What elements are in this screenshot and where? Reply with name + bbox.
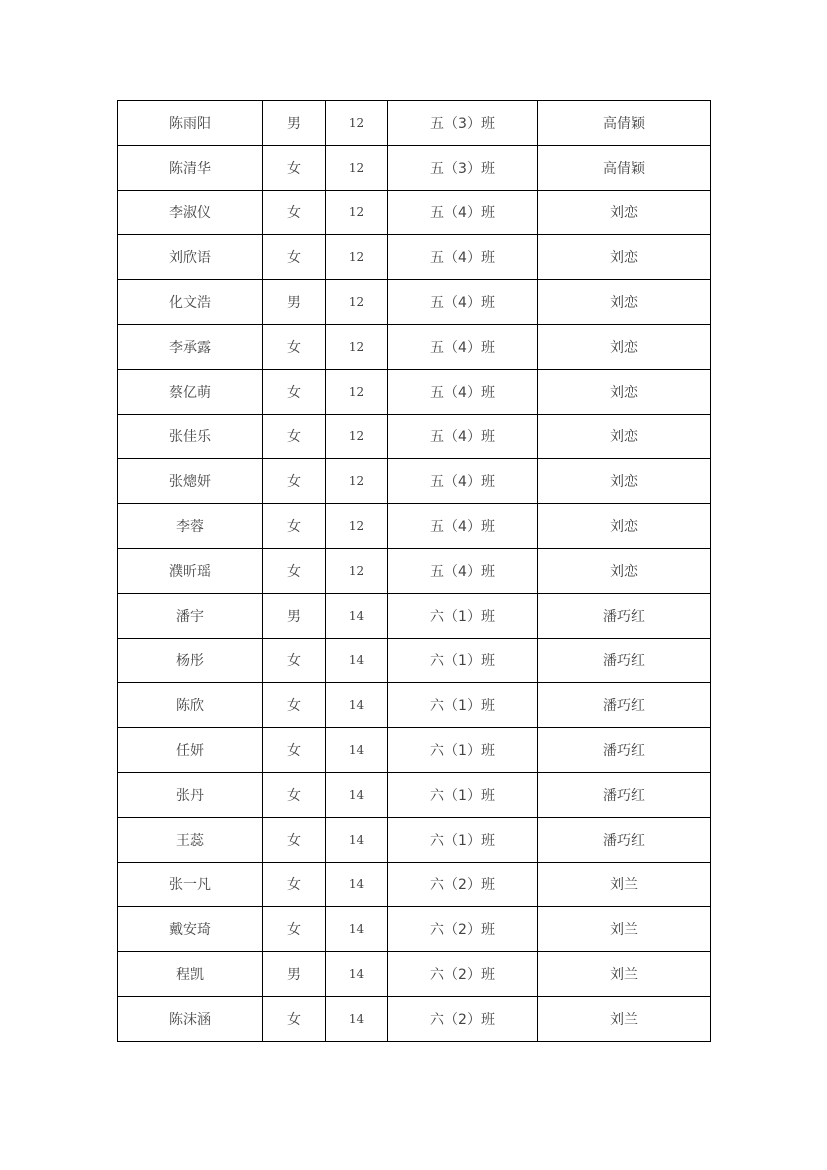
- student-name-cell: 张佳乐: [118, 414, 263, 459]
- age-cell: 14: [326, 952, 388, 997]
- age-cell: 12: [326, 145, 388, 190]
- gender-cell: 女: [263, 459, 326, 504]
- student-name-cell: 张熜妍: [118, 459, 263, 504]
- table-row: [118, 459, 711, 504]
- student-roster-table: [117, 100, 711, 1042]
- teacher-cell: 刘恋: [538, 369, 711, 414]
- gender-cell: 女: [263, 996, 326, 1041]
- class-cell: 五（4）班: [388, 369, 538, 414]
- gender-cell: 女: [263, 728, 326, 773]
- student-name-cell: 陈沫涵: [118, 996, 263, 1041]
- teacher-cell: 刘恋: [538, 504, 711, 549]
- class-cell: 五（4）班: [388, 324, 538, 369]
- class-cell: 五（4）班: [388, 414, 538, 459]
- gender-cell: 女: [263, 504, 326, 549]
- teacher-cell: 刘恋: [538, 235, 711, 280]
- student-name-cell: 李淑仪: [118, 190, 263, 235]
- gender-cell: 女: [263, 548, 326, 593]
- age-cell: 14: [326, 862, 388, 907]
- student-name-cell: 王蕊: [118, 817, 263, 862]
- age-cell: 12: [326, 459, 388, 504]
- table-row: [118, 907, 711, 952]
- age-cell: 14: [326, 907, 388, 952]
- student-name-cell: 任妍: [118, 728, 263, 773]
- table-row: [118, 145, 711, 190]
- age-cell: 12: [326, 504, 388, 549]
- student-name-cell: 张一凡: [118, 862, 263, 907]
- teacher-cell: 潘巧红: [538, 683, 711, 728]
- age-cell: 14: [326, 772, 388, 817]
- teacher-cell: 刘恋: [538, 280, 711, 325]
- age-cell: 12: [326, 414, 388, 459]
- teacher-cell: 高倩颖: [538, 101, 711, 146]
- teacher-cell: 刘兰: [538, 862, 711, 907]
- age-cell: 14: [326, 683, 388, 728]
- teacher-cell: 刘恋: [538, 459, 711, 504]
- student-name-cell: 陈雨阳: [118, 101, 263, 146]
- student-name-cell: 杨彤: [118, 638, 263, 683]
- table-row: [118, 235, 711, 280]
- teacher-cell: 高倩颖: [538, 145, 711, 190]
- class-cell: 五（4）班: [388, 280, 538, 325]
- student-name-cell: 陈欣: [118, 683, 263, 728]
- class-cell: 五（4）班: [388, 459, 538, 504]
- gender-cell: 女: [263, 683, 326, 728]
- gender-cell: 男: [263, 280, 326, 325]
- gender-cell: 女: [263, 235, 326, 280]
- gender-cell: 女: [263, 817, 326, 862]
- teacher-cell: 潘巧红: [538, 728, 711, 773]
- student-name-cell: 李蓉: [118, 504, 263, 549]
- age-cell: 12: [326, 235, 388, 280]
- table-row: [118, 548, 711, 593]
- table-row: [118, 504, 711, 549]
- age-cell: 14: [326, 728, 388, 773]
- teacher-cell: 潘巧红: [538, 772, 711, 817]
- age-cell: 14: [326, 593, 388, 638]
- teacher-cell: 潘巧红: [538, 638, 711, 683]
- student-name-cell: 化文浩: [118, 280, 263, 325]
- class-cell: 六（2）班: [388, 996, 538, 1041]
- student-name-cell: 程凯: [118, 952, 263, 997]
- teacher-cell: 刘兰: [538, 907, 711, 952]
- table-row: [118, 772, 711, 817]
- gender-cell: 女: [263, 638, 326, 683]
- student-name-cell: 刘欣语: [118, 235, 263, 280]
- gender-cell: 女: [263, 772, 326, 817]
- class-cell: 五（4）班: [388, 504, 538, 549]
- gender-cell: 女: [263, 190, 326, 235]
- teacher-cell: 刘恋: [538, 190, 711, 235]
- teacher-cell: 刘恋: [538, 324, 711, 369]
- student-name-cell: 戴安琦: [118, 907, 263, 952]
- class-cell: 六（2）班: [388, 907, 538, 952]
- class-cell: 六（1）班: [388, 728, 538, 773]
- class-cell: 五（3）班: [388, 101, 538, 146]
- age-cell: 12: [326, 101, 388, 146]
- gender-cell: 女: [263, 369, 326, 414]
- teacher-cell: 刘兰: [538, 952, 711, 997]
- gender-cell: 女: [263, 145, 326, 190]
- class-cell: 六（1）班: [388, 638, 538, 683]
- age-cell: 12: [326, 548, 388, 593]
- table-row: [118, 728, 711, 773]
- student-name-cell: 濮昕瑶: [118, 548, 263, 593]
- table-row: [118, 369, 711, 414]
- gender-cell: 女: [263, 414, 326, 459]
- age-cell: 12: [326, 369, 388, 414]
- class-cell: 六（1）班: [388, 817, 538, 862]
- teacher-cell: 刘恋: [538, 414, 711, 459]
- student-name-cell: 潘宇: [118, 593, 263, 638]
- roster-body: [118, 101, 711, 1042]
- age-cell: 14: [326, 996, 388, 1041]
- table-row: [118, 862, 711, 907]
- age-cell: 12: [326, 280, 388, 325]
- table-row: [118, 593, 711, 638]
- class-cell: 六（1）班: [388, 683, 538, 728]
- gender-cell: 女: [263, 324, 326, 369]
- class-cell: 六（1）班: [388, 772, 538, 817]
- student-name-cell: 蔡亿萌: [118, 369, 263, 414]
- teacher-cell: 潘巧红: [538, 817, 711, 862]
- class-cell: 五（3）班: [388, 145, 538, 190]
- class-cell: 六（2）班: [388, 862, 538, 907]
- table-row: [118, 952, 711, 997]
- class-cell: 六（1）班: [388, 593, 538, 638]
- table-row: [118, 638, 711, 683]
- gender-cell: 男: [263, 952, 326, 997]
- table-row: [118, 414, 711, 459]
- table-row: [118, 280, 711, 325]
- table-row: [118, 683, 711, 728]
- table-row: [118, 996, 711, 1041]
- table-row: [118, 190, 711, 235]
- student-name-cell: 李承露: [118, 324, 263, 369]
- age-cell: 14: [326, 638, 388, 683]
- class-cell: 六（2）班: [388, 952, 538, 997]
- age-cell: 14: [326, 817, 388, 862]
- student-name-cell: 张丹: [118, 772, 263, 817]
- gender-cell: 男: [263, 593, 326, 638]
- table-row: [118, 817, 711, 862]
- class-cell: 五（4）班: [388, 548, 538, 593]
- gender-cell: 女: [263, 907, 326, 952]
- gender-cell: 女: [263, 862, 326, 907]
- teacher-cell: 潘巧红: [538, 593, 711, 638]
- age-cell: 12: [326, 190, 388, 235]
- table-row: [118, 324, 711, 369]
- class-cell: 五（4）班: [388, 190, 538, 235]
- teacher-cell: 刘兰: [538, 996, 711, 1041]
- table-row: [118, 101, 711, 146]
- class-cell: 五（4）班: [388, 235, 538, 280]
- student-name-cell: 陈清华: [118, 145, 263, 190]
- age-cell: 12: [326, 324, 388, 369]
- teacher-cell: 刘恋: [538, 548, 711, 593]
- gender-cell: 男: [263, 101, 326, 146]
